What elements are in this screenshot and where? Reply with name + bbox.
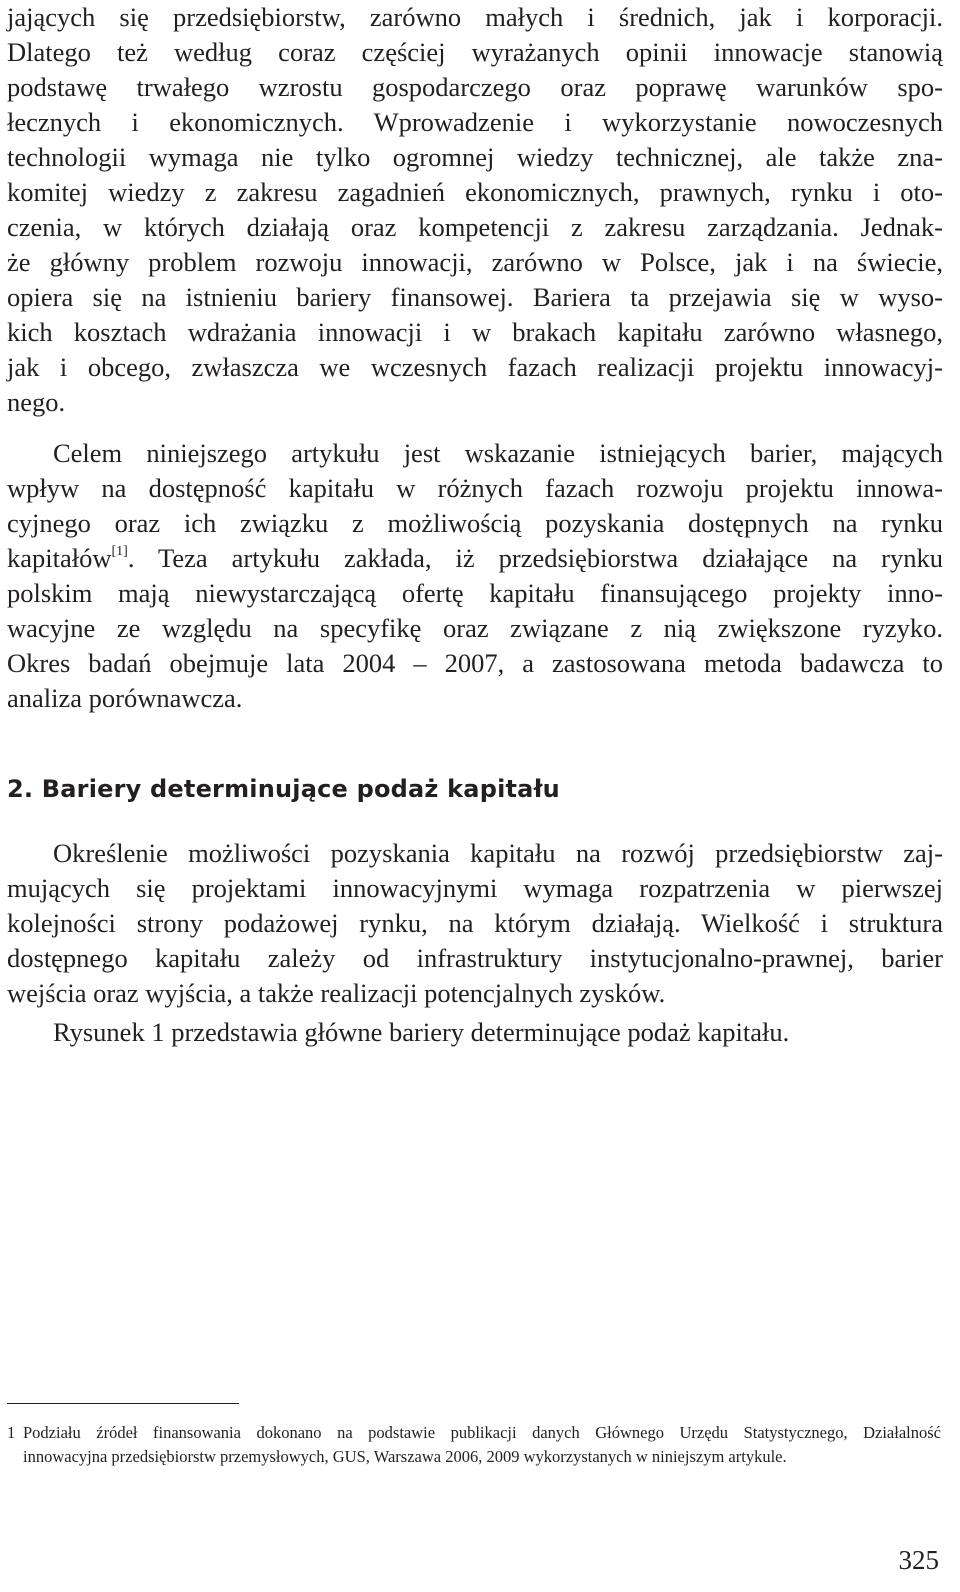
text-line: wpływ na dostępność kapitału w różnych fazach rozwoju projektu innowa- [7, 473, 943, 503]
text-line: kich kosztach wdrażania innowacji i w brakach kapitału zarówno własnego, [7, 317, 943, 347]
text-line: kolejności strony podażowej rynku, na którym działają. Wielkość i struktura [7, 908, 943, 938]
text-line: mujących się projektami innowacyjnymi wymaga rozpatrzenia w pierwszej [7, 873, 943, 903]
text-line: czenia, w których działają oraz kompetencji z zakresu zarządzania. Jednak- [7, 212, 943, 242]
text-line: polskim mają niewystarczającą ofertę kapitału finansującego projekty inno- [7, 578, 943, 608]
text-line: nego. [7, 387, 66, 417]
text-line: Dlatego też według coraz częściej wyrażanych opinii innowacje stanowią [7, 37, 943, 67]
footnote-separator [7, 1403, 239, 1404]
text-line: komitej wiedzy z zakresu zagadnień ekonomicznych, prawnych, rynku i oto- [7, 177, 943, 207]
text-line [7, 541, 943, 576]
text-line: że główny problem rozwoju innowacji, zarówno w Polsce, jak i na świecie, [7, 247, 943, 277]
text-line: podstawę trwałego wzrostu gospodarczego oraz poprawę warunków spo- [7, 72, 943, 102]
text-line: Okres badań obejmuje lata 2004 – 2007, a zastosowana metoda badawcza to [7, 648, 943, 678]
text-line: cyjnego oraz ich związku z możliwością pozyskania dostępnych na rynku [7, 508, 943, 538]
text-line: Celem niniejszego artykułu jest wskazanie istniejących barier, mających [53, 438, 943, 468]
text-line: wejścia oraz wyjścia, a także realizacji potencjalnych zysków. [7, 978, 666, 1008]
paragraph-figure-reference: Rysunek 1 przedstawia główne bariery determinujące podaż kapitału. [53, 1017, 790, 1047]
text-line: wacyjne ze względu na specyfikę oraz związane z nią zwiększone ryzyko. [7, 613, 943, 643]
footnote-reference[interactable]: [1] [111, 544, 128, 560]
text-line: opiera się na istnieniu bariery finansowej. Bariera ta przejawia się w wyso- [7, 282, 943, 312]
text-line: analiza porównawcza. [7, 683, 243, 713]
text-line: dostępnego kapitału zależy od infrastruktury instytucjonalno-prawnej, barier [7, 943, 943, 973]
footnote-line: innowacyjna przedsiębiorstw przemysłowych, GUS, Warszawa 2006, 2009 wykorzystanych w niniejszym artykule. [23, 1447, 787, 1466]
page-number: 325 [898, 1545, 939, 1575]
text-line: Określenie możliwości pozyskania kapitału na rozwój przedsiębiorstw zaj- [53, 838, 943, 868]
text-segment: kapitałów [7, 543, 112, 573]
text-line: jających się przedsiębiorstw, zarówno małych i średnich, jak i korporacji. [7, 2, 943, 32]
text-line: łecznych i ekonomicznych. Wprowadzenie i wykorzystanie nowoczesnych [7, 107, 943, 137]
section-heading: 2. Bariery determinujące podaż kapitału [7, 775, 560, 803]
text-line: jak i obcego, zwłaszcza we wczesnych fazach realizacji projektu innowacyj- [7, 352, 943, 382]
footnote-number: 1 [7, 1423, 16, 1442]
text-segment: . Teza artykułu zakłada, iż przedsiębiorstwa działające na rynku [127, 543, 943, 573]
text-line: technologii wymaga nie tylko ogromnej wiedzy technicznej, ale także zna- [7, 142, 943, 172]
footnote-line: Podziału źródeł finansowania dokonano na podstawie publikacji danych Głównego Urzędu Statystycznego, Działalność [23, 1423, 941, 1442]
